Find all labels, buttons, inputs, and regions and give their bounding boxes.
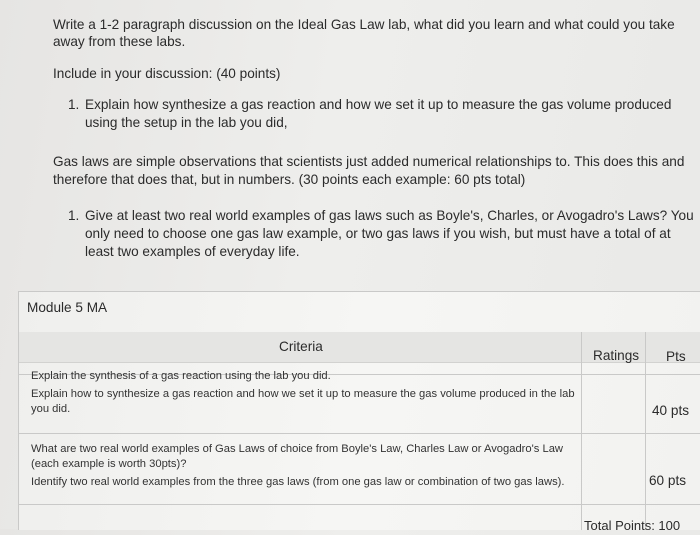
column-divider xyxy=(645,332,646,530)
points-value: 60 pts xyxy=(649,473,687,488)
criteria-text: you did. xyxy=(31,403,71,415)
ratings-header: Ratings xyxy=(593,348,640,363)
instructions-line: Write a 1-2 paragraph discussion on the Ideal Gas Law lab, what did you learn and what could you take xyxy=(53,17,675,32)
row-divider xyxy=(19,504,700,505)
criteria-text: What are two real world examples of Gas Laws of choice from Boyle's Law, Charles Law or Avogadro's Law xyxy=(31,443,563,455)
row-divider xyxy=(581,374,700,375)
include-heading: Include in your discussion: (40 points) xyxy=(53,66,281,81)
criteria-text: (each example is worth 30pts)? xyxy=(31,458,187,470)
rubric-title: Module 5 MA xyxy=(27,300,108,315)
list-item-text: using the setup in the lab you did, xyxy=(85,115,288,130)
pts-header: Pts xyxy=(666,349,686,364)
instructions-line: away from these labs. xyxy=(53,34,186,49)
list-item-text: Explain how synthesize a gas reaction and how we set it up to measure the gas volume produced xyxy=(85,97,672,112)
row-divider xyxy=(19,433,700,434)
points-value: 40 pts xyxy=(652,403,690,418)
total-points: Total Points: 100 xyxy=(584,518,681,533)
criteria-text: Identify two real world examples from the three gas laws (from one gas law or combination of two gas laws). xyxy=(31,476,565,488)
criteria-text: Explain the synthesis of a gas reaction using the lab you did. xyxy=(31,370,331,382)
rubric-table xyxy=(18,291,700,533)
criteria-header: Criteria xyxy=(279,339,323,354)
column-divider xyxy=(581,332,582,530)
table-row xyxy=(31,369,576,417)
list-item-text: Give at least two real world examples of gas laws such as Boyle's, Charles, or Avogadro's Laws? You xyxy=(85,208,694,223)
list-number: 1. xyxy=(68,208,80,223)
list-number: 1. xyxy=(68,97,80,112)
criteria-text: Explain how to synthesize a gas reaction and how we set it up to measure the gas volume produced in the lab xyxy=(31,388,575,400)
rubric-header xyxy=(19,292,700,333)
list-item-text: only need to choose one gas law example, or two gas laws if you wish, but must have a total of at xyxy=(85,226,671,241)
gas-laws-paragraph: Gas laws are simple observations that scientists just added numerical relationships to. This does this and xyxy=(53,154,685,169)
gas-laws-paragraph: therefore that does that, but in numbers. (30 points each example: 60 pts total) xyxy=(53,172,526,187)
list-item-text: least two examples of everyday life. xyxy=(85,244,300,259)
table-row xyxy=(31,442,576,490)
